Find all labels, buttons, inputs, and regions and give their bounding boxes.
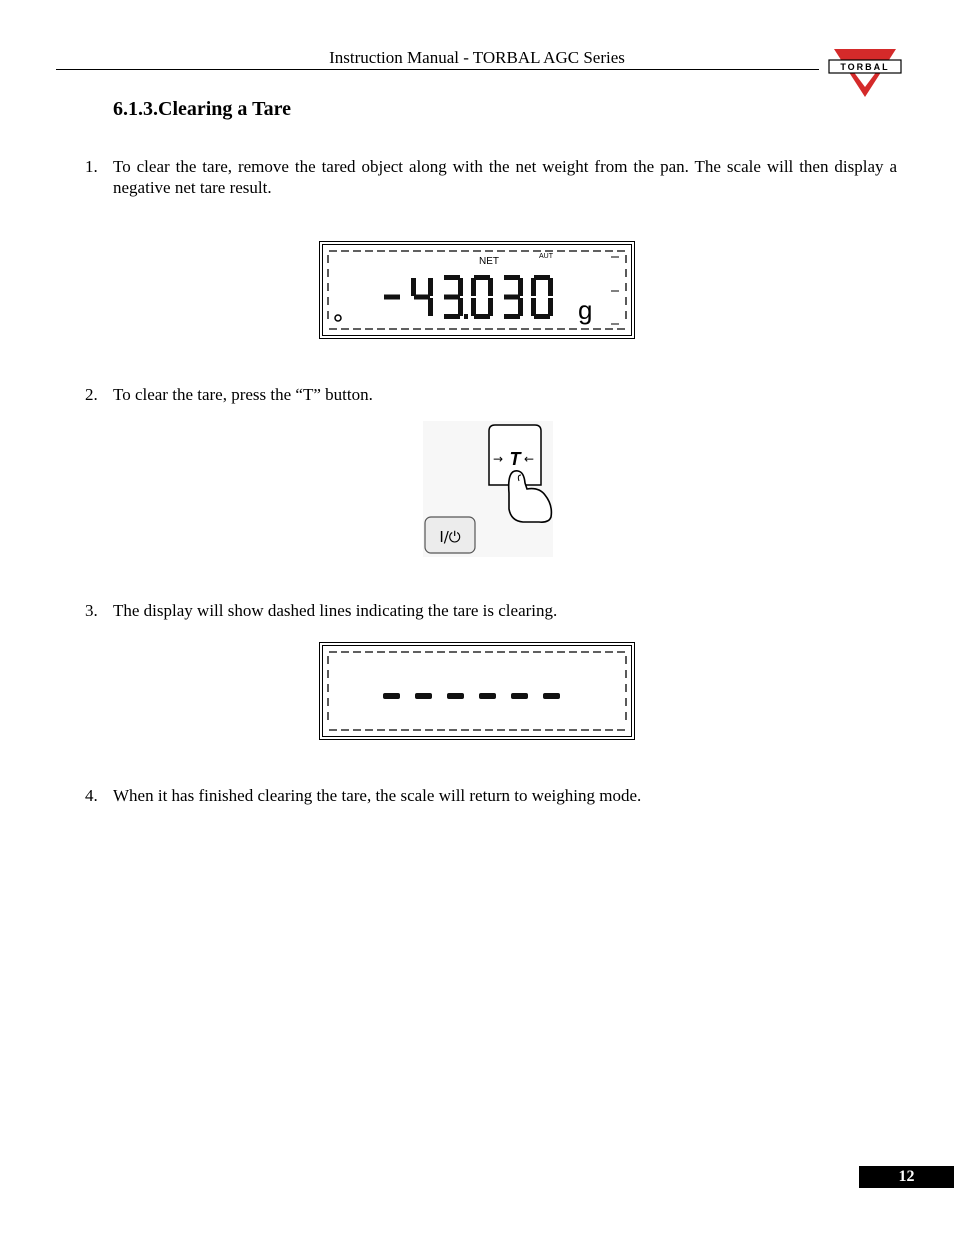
step-3	[85, 600, 897, 622]
header-title: Instruction Manual - TORBAL AGC Series	[329, 48, 625, 67]
lcd-dash	[447, 693, 464, 699]
lcd-display-negative-tare	[319, 241, 635, 339]
lcd-digit	[384, 295, 400, 300]
lcd-dash	[511, 693, 528, 699]
step-1	[85, 156, 897, 200]
section-heading: 6.1.3.Clearing a Tare	[113, 98, 291, 120]
torbal-logo	[828, 45, 902, 99]
step-number: 3.	[85, 601, 98, 620]
step-number: 1.	[85, 157, 98, 176]
step-2	[85, 384, 897, 406]
keypad-illustration	[423, 421, 553, 557]
tare-key-arrow-right: ←	[524, 452, 535, 466]
aut-indicator: AUT	[539, 253, 553, 260]
step-number: 2.	[85, 385, 98, 404]
step-4	[85, 785, 897, 807]
lcd-dash	[543, 693, 560, 699]
tare-key-label: T	[509, 449, 521, 469]
tare-key-arrow-left: →	[493, 452, 504, 466]
step-text: The display will show dashed lines indicating the tare is clearing.	[113, 601, 558, 620]
step-text: When it has finished clearing the tare, the scale will return to weighing mode.	[113, 786, 642, 805]
lcd-dash	[479, 693, 496, 699]
power-key-label: I/⏻	[439, 528, 461, 546]
net-indicator: NET	[479, 256, 499, 267]
header-rule	[56, 69, 819, 70]
lcd-inner-frame	[323, 646, 632, 737]
power-key[interactable]	[425, 517, 475, 553]
lcd-decimal-point	[464, 314, 468, 319]
logo-text: TORBAL	[840, 62, 890, 72]
step-number: 4.	[85, 786, 98, 805]
step-text: To clear the tare, press the “T” button.	[113, 385, 373, 404]
lcd-dash	[415, 693, 432, 699]
lcd-display-clearing	[319, 642, 635, 740]
lcd-dash	[383, 693, 400, 699]
step-text: To clear the tare, remove the tared object along with the net weight from the pan. The scale will then display a negative net tare result.	[113, 157, 897, 197]
page-number: 12	[859, 1166, 954, 1188]
unit-label: g	[578, 295, 593, 325]
